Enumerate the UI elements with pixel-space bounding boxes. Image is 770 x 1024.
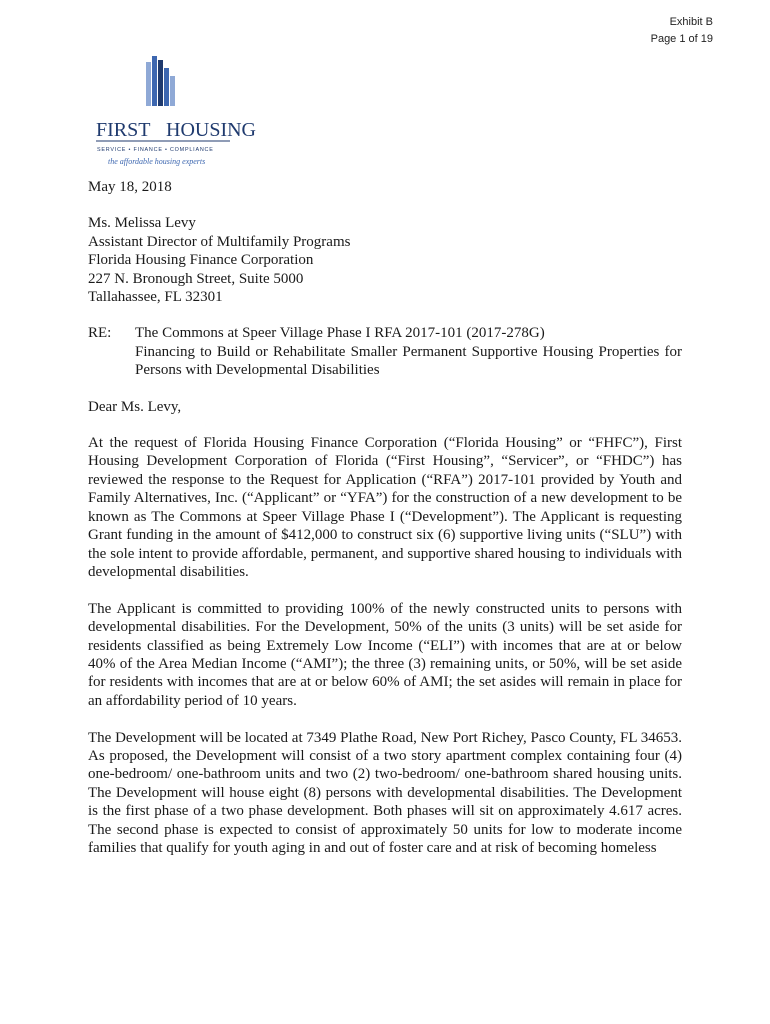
logo-name-second: HOUSING [166, 119, 256, 141]
re-title: The Commons at Speer Village Phase I RFA 2017-101 (2017-278G) [135, 325, 545, 342]
logo-services: SERVICE • FINANCE • COMPLIANCE [97, 147, 214, 153]
letter-date: May 18, 2018 [88, 179, 172, 195]
recipient-line: Ms. Melissa Levy [88, 215, 196, 232]
salutation: Dear Ms. Levy, [88, 398, 182, 415]
paragraph-set-asides: The Applicant is committed to providing 100% of the newly constructed units to persons with developmental disabilities. For the Development, 50% of the units (3 units) will be set aside for residents classified as being Extremely Low Income (“ELI”) with incomes that are at or below 40% of the Area Median Income (“AMI”); the three (3) remaining units, or 50%, will be set aside for residents with incomes that are at or below 60% of AMI; the set asides will remain in place for an affordability period of 10 years. [88, 600, 682, 709]
re-label: RE: [88, 325, 112, 342]
logo-tagline: the affordable housing experts [108, 157, 206, 166]
recipient-line: Florida Housing Finance Corporation [88, 252, 314, 269]
recipient-line: Assistant Director of Multifamily Programs [88, 233, 351, 250]
logo-name-first: FIRST [96, 119, 151, 141]
exhibit-header [651, 14, 713, 48]
recipient-line: 227 N. Bronough Street, Suite 5000 [88, 270, 304, 287]
subject-line [88, 324, 682, 379]
exhibit-label: Exhibit B [669, 16, 713, 28]
first-housing-logo [88, 52, 256, 172]
paragraph-intro: At the request of Florida Housing Finance Corporation (“Florida Housing” or “FHFC”), First Housing Development Corporation of Florida (“First Housing”, “Servicer”, or “FHDC”) has reviewed the response to the Request for Application (“RFA”) 2017-101 provided by Youth and Family Alternatives, Inc. (“Applicant” or “YFA”) for the construction of a new development to be known as The Commons at Speer Village Phase I (“Development”). The Applicant is requesting Grant funding in the amount of $412,000 to construct six (6) supportive living units (“SLU”) with the sole intent to provide affordable, permanent, and supportive shared housing to individuals with developmental disabilities. [88, 435, 682, 580]
re-description: Financing to Build or Rehabilitate Smaller Permanent Supportive Housing Properties for Persons with Developmental Disabilities [135, 343, 682, 379]
paragraph-location: The Development will be located at 7349 Plathe Road, New Port Richey, Pasco County, FL 34653. As proposed, the Development will consist of a two story apartment complex containing four (4) one-bedroom/ one-bathroom units and two (2) two-bedroom/ one-bathroom shared housing units. The Development will house eight (8) persons with developmental disabilities. The Development is the first phase of a two phase development. Both phases will sit on approximately 4.617 acres. The second phase is expected to consist of approximately 50 units for low to moderate income families that qualify for youth aging in and out of foster care and at risk of becoming homeless [88, 729, 682, 856]
recipient-line: Tallahassee, FL 32301 [88, 289, 223, 306]
letter-body [88, 178, 682, 876]
recipient-address [88, 214, 682, 306]
page-number: Page 1 of 19 [650, 33, 713, 45]
building-logo-icon [88, 52, 256, 172]
